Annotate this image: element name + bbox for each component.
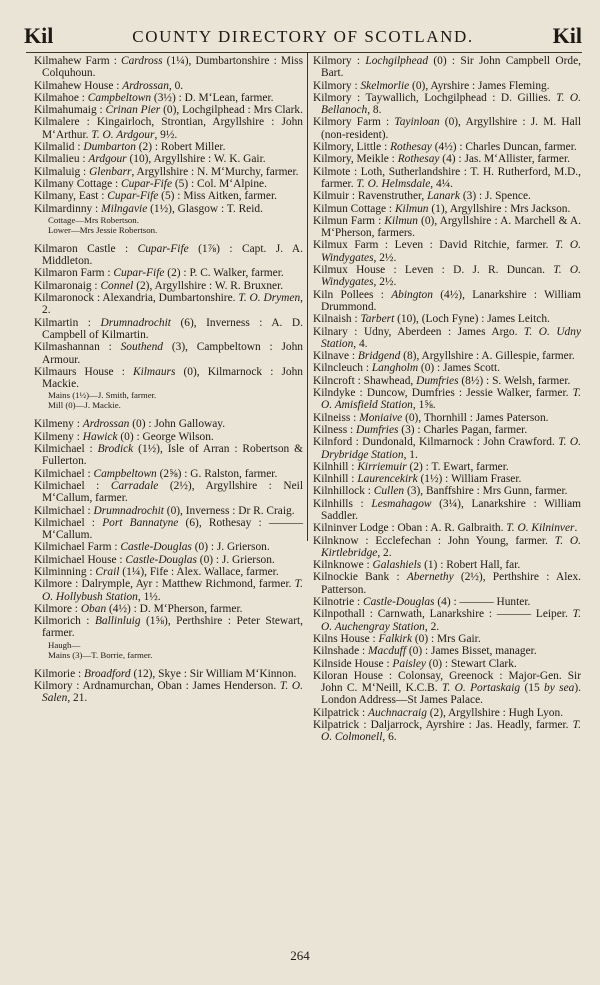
- directory-entry: Kilmory Farm : Tayinloan (0), Argyllshire : J. M. Hall (non-resident).: [313, 116, 581, 141]
- directory-entry: Kilnside House : Paisley (0) : Stewart Clark.: [313, 657, 517, 670]
- directory-entry: Kiloran House : Colonsay, Greenock : Major-Gen. Sir John C. M‘Neill, K.C.B. T. O. Portaskaig (15 by sea). London Address—St James Palace.: [313, 669, 581, 707]
- right-column: [313, 55, 581, 744]
- directory-entry: Kilmote : Loth, Sutherlandshire : T. H. Rutherford, M.D., farmer. T. O. Helmsdale, 4¼.: [313, 165, 581, 190]
- directory-entry: Kilnshade : Macduff (0) : James Bisset, manager.: [313, 645, 537, 658]
- directory-entry: Kilmorie : Broadford (12), Skye : Sir William M‘Kinnon.: [34, 667, 297, 680]
- directory-entry: Kilnaish : Tarbert (10), (Loch Fyne) : James Leitch.: [313, 313, 550, 326]
- directory-entry: Kilmory : Taywallich, Lochgilphead : D. Gillies. T. O. Bellanoch, 8.: [313, 91, 581, 117]
- directory-entry: Kilmany Cottage : Cupar-Fife (5) : Col. M‘Alpine.: [34, 177, 267, 190]
- page-header: [24, 23, 582, 51]
- directory-entry: Kilmichael : Carradale (2½), Argyllshire : Neil M‘Callum, farmer.: [34, 479, 303, 505]
- directory-entry: Kilnknow : Ecclefechan : John Young, farmer. T. O. Kirtlebridge, 2.: [313, 534, 581, 559]
- directory-entry: Kilness : Dumfries (3) : Charles Pagan, farmer.: [313, 423, 528, 436]
- directory-entry: Kilmaronock : Alexandria, Dumbartonshire. T. O. Drymen, 2.: [34, 292, 304, 317]
- directory-entry: Kilmartin : Drumnadrochit (6), Inverness : A. D. Campbell of Kilmartin.: [34, 316, 304, 341]
- directory-entry: Kilns House : Falkirk (0) : Mrs Gair.: [313, 632, 481, 645]
- directory-entry: Kilmalid : Dumbarton (2) : Robert Miller.: [34, 141, 226, 154]
- directory-entry: Kilmichael : Port Bannatyne (6), Rothesay : ——— M‘Callum.: [34, 516, 304, 542]
- directory-entry: Kilnhillock : Cullen (3), Banffshire : Mrs Gunn, farmer.: [313, 485, 568, 498]
- directory-entry: Kiln Pollees : Abington (4½), Lanarkshire : William Drummond.: [313, 288, 581, 313]
- directory-entry: Kilnhill : Laurencekirk (1½) : William Fraser.: [313, 473, 522, 486]
- directory-entry: Kilncroft : Shawhead, Dumfries (8½) : S. Welsh, farmer.: [313, 374, 571, 387]
- directory-entry: Kilmichael : Campbeltown (2⅝) : G. Ralston, farmer.: [34, 467, 278, 480]
- directory-entry: Kilmore : Oban (4½) : D. M‘Pherson, farmer.: [34, 602, 243, 615]
- directory-entry: Mains (1½)—J. Smith, farmer.: [48, 390, 157, 401]
- directory-entry: Kilmaurs House : Kilmaurs (0), Kilmarnock : John Mackie.: [34, 365, 303, 391]
- directory-entry: Kilmashannan : Southend (3), Campbeltown : John Armour.: [34, 341, 303, 366]
- directory-entry: Kilmaronaig : Connel (2), Argyllshire : W. R. Bruxner.: [34, 279, 284, 292]
- directory-entry: Kilmahumaig : Crinan Pier (0), Lochgilphead : Mrs Clark.: [34, 104, 303, 117]
- directory-entry: Kilpatrick : Auchnacraig (2), Argyllshire : Hugh Lyon.: [313, 706, 564, 719]
- directory-entry: Kilnary : Udny, Aberdeen : James Argo. T. O. Udny Station, 4.: [313, 325, 581, 350]
- directory-entry: Kilmux House : Leven : D. J. R. Duncan. T. O. Windygates, 2½.: [313, 264, 581, 289]
- directory-entry: Kilmory, Meikle : Rothesay (4) : Jas. M‘Allister, farmer.: [313, 153, 570, 166]
- directory-entry: Cottage—Mrs Robertson.: [48, 214, 139, 225]
- directory-entry: Kilnave : Bridgend (8), Argyllshire : A. Gillespie, farmer.: [313, 350, 575, 363]
- directory-entry: Kilnockie Bank : Abernethy (2½), Perthshire : Alex. Patterson.: [313, 571, 581, 596]
- directory-entry: Kilneiss : Moniaive (0), Thornhill : James Paterson.: [313, 411, 549, 424]
- header-title: COUNTY DIRECTORY OF SCOTLAND.: [132, 27, 474, 46]
- directory-entry: Kilmun Farm : Kilmun (0), Argyllshire : A. Marchell & A. M‘Pherson, farmers.: [313, 214, 581, 240]
- directory-entry: Kilmaron Farm : Cupar-Fife (2) : P. C. Walker, farmer.: [34, 267, 284, 280]
- directory-entry: Kilmichael : Brodick (1½), Isle of Arran : Robertson & Fullerton.: [34, 443, 303, 468]
- directory-entry: Kilmory, Little : Rothesay (4½) : Charles Duncan, farmer.: [313, 141, 577, 154]
- header-left-guide-word: Kil: [24, 23, 54, 48]
- directory-entry: Kilminning : Crail (1¼), Fife : Alex. Wallace, farmer.: [34, 565, 279, 578]
- directory-entry: Kilmeny : Hawick (0) : George Wilson.: [34, 430, 214, 443]
- directory-entry: Kilmahoe : Campbeltown (3½) : D. M‘Lean, farmer.: [34, 91, 274, 104]
- header-right-guide-word: Kil: [552, 23, 582, 48]
- directory-entry: Kilmuir : Ravenstruther, Lanark (3) : J. Spence.: [313, 190, 531, 203]
- directory-entry: Kilmeny : Ardrossan (0) : John Galloway.: [34, 418, 226, 431]
- directory-entry: Kilmory : Lochgilphead (0) : Sir John Campbell Orde, Bart.: [313, 55, 581, 80]
- directory-entry: Lower—Mrs Jessie Robertson.: [48, 224, 158, 235]
- directory-entry: Kilmalere : Kingairloch, Strontian, Argyllshire : John M‘Arthur. T. O. Ardgour, 9½.: [34, 116, 303, 141]
- directory-entry: Mains (3)—T. Borrie, farmer.: [48, 649, 153, 660]
- directory-entry: Kilmun Cottage : Kilmun (1), Argyllshire : Mrs Jackson.: [313, 202, 571, 215]
- directory-entry: Kilmorich : Ballinluig (1⅝), Perthshire : Peter Stewart, farmer.: [34, 615, 303, 640]
- directory-entry: Kilnpothall : Carnwath, Lanarkshire : ——— Leiper. T. O. Auchengray Station, 2.: [313, 608, 581, 633]
- directory-entry: Kilmaron Castle : Cupar-Fife (1⅞) : Capt. J. A. Middleton.: [34, 242, 303, 268]
- directory-entry: Kilpatrick : Daljarrock, Ayrshire : Jas. Headly, farmer. T. O. Colmonell, 6.: [313, 719, 581, 744]
- directory-entry: Kilninver Lodge : Oban : A. R. Galbraith. T. O. Kilninver.: [313, 522, 578, 535]
- directory-entry: Mill (0)—J. Mackie.: [48, 400, 121, 411]
- directory-entry: Kilmichael House : Castle-Douglas (0) : J. Grierson.: [34, 553, 275, 566]
- directory-entry: Kilnhills : Lesmahagow (3¼), Lanarkshire : William Saddler.: [313, 497, 581, 522]
- directory-entry: Kilmalieu : Ardgour (10), Argyllshire : W. K. Gair.: [34, 153, 266, 166]
- header-rule: [26, 52, 582, 53]
- directory-entry: Kilnhill : Kirriemuir (2) : T. Ewart, farmer.: [313, 460, 509, 473]
- directory-entry: Kilnknowe : Galashiels (1) : Robert Hall, far.: [313, 559, 521, 572]
- directory-entry: Kilmahew Farm : Cardross (1¼), Dumbartonshire : Miss Colquhoun.: [34, 55, 303, 80]
- column-divider: [307, 53, 308, 541]
- directory-entry: Kilmany, East : Cupar-Fife (5) : Miss Aitken, farmer.: [34, 190, 277, 203]
- directory-entry: Kilmory : Ardnamurchan, Oban : James Henderson. T. O. Salen, 21.: [34, 680, 303, 705]
- directory-entry: Kilmore : Dalrymple, Ayr : Matthew Richmond, farmer. T. O. Hollybush Station, 1½.: [34, 578, 303, 603]
- left-column: [34, 55, 303, 705]
- directory-entry: Kilnotrie : Castle-Douglas (4) : ——— Hunter.: [313, 596, 531, 609]
- page-number: 264: [290, 948, 310, 963]
- directory-entry: Haugh—: [48, 639, 81, 650]
- directory-entry: Kilmichael Farm : Castle-Douglas (0) : J. Grierson.: [34, 541, 270, 554]
- directory-entry: Kilmux Farm : Leven : David Ritchie, farmer. T. O. Windygates, 2½.: [313, 239, 581, 264]
- directory-entry: Kilndyke : Duncow, Dumfries : Jessie Walker, farmer. T. O. Amisfield Station, 1⅝.: [313, 387, 581, 412]
- directory-entry: Kilmaluig : Glenbarr, Argyllshire : N. M‘Murchy, farmer.: [34, 165, 299, 178]
- directory-entry: Kilnford : Dundonald, Kilmarnock : John Crawford. T. O. Drybridge Station, 1.: [313, 436, 581, 461]
- directory-entry: Kilncleuch : Langholm (0) : James Scott.: [313, 362, 500, 375]
- directory-entry: Kilmichael : Drumnadrochit (0), Inverness : Dr R. Craig.: [34, 504, 295, 517]
- directory-entry: Kilmardinny : Milngavie (1½), Glasgow : T. Reid.: [34, 202, 263, 215]
- directory-entry: Kilmory : Skelmorlie (0), Ayrshire : James Fleming.: [313, 79, 550, 92]
- directory-entry: Kilmahew House : Ardrossan, 0.: [34, 79, 184, 92]
